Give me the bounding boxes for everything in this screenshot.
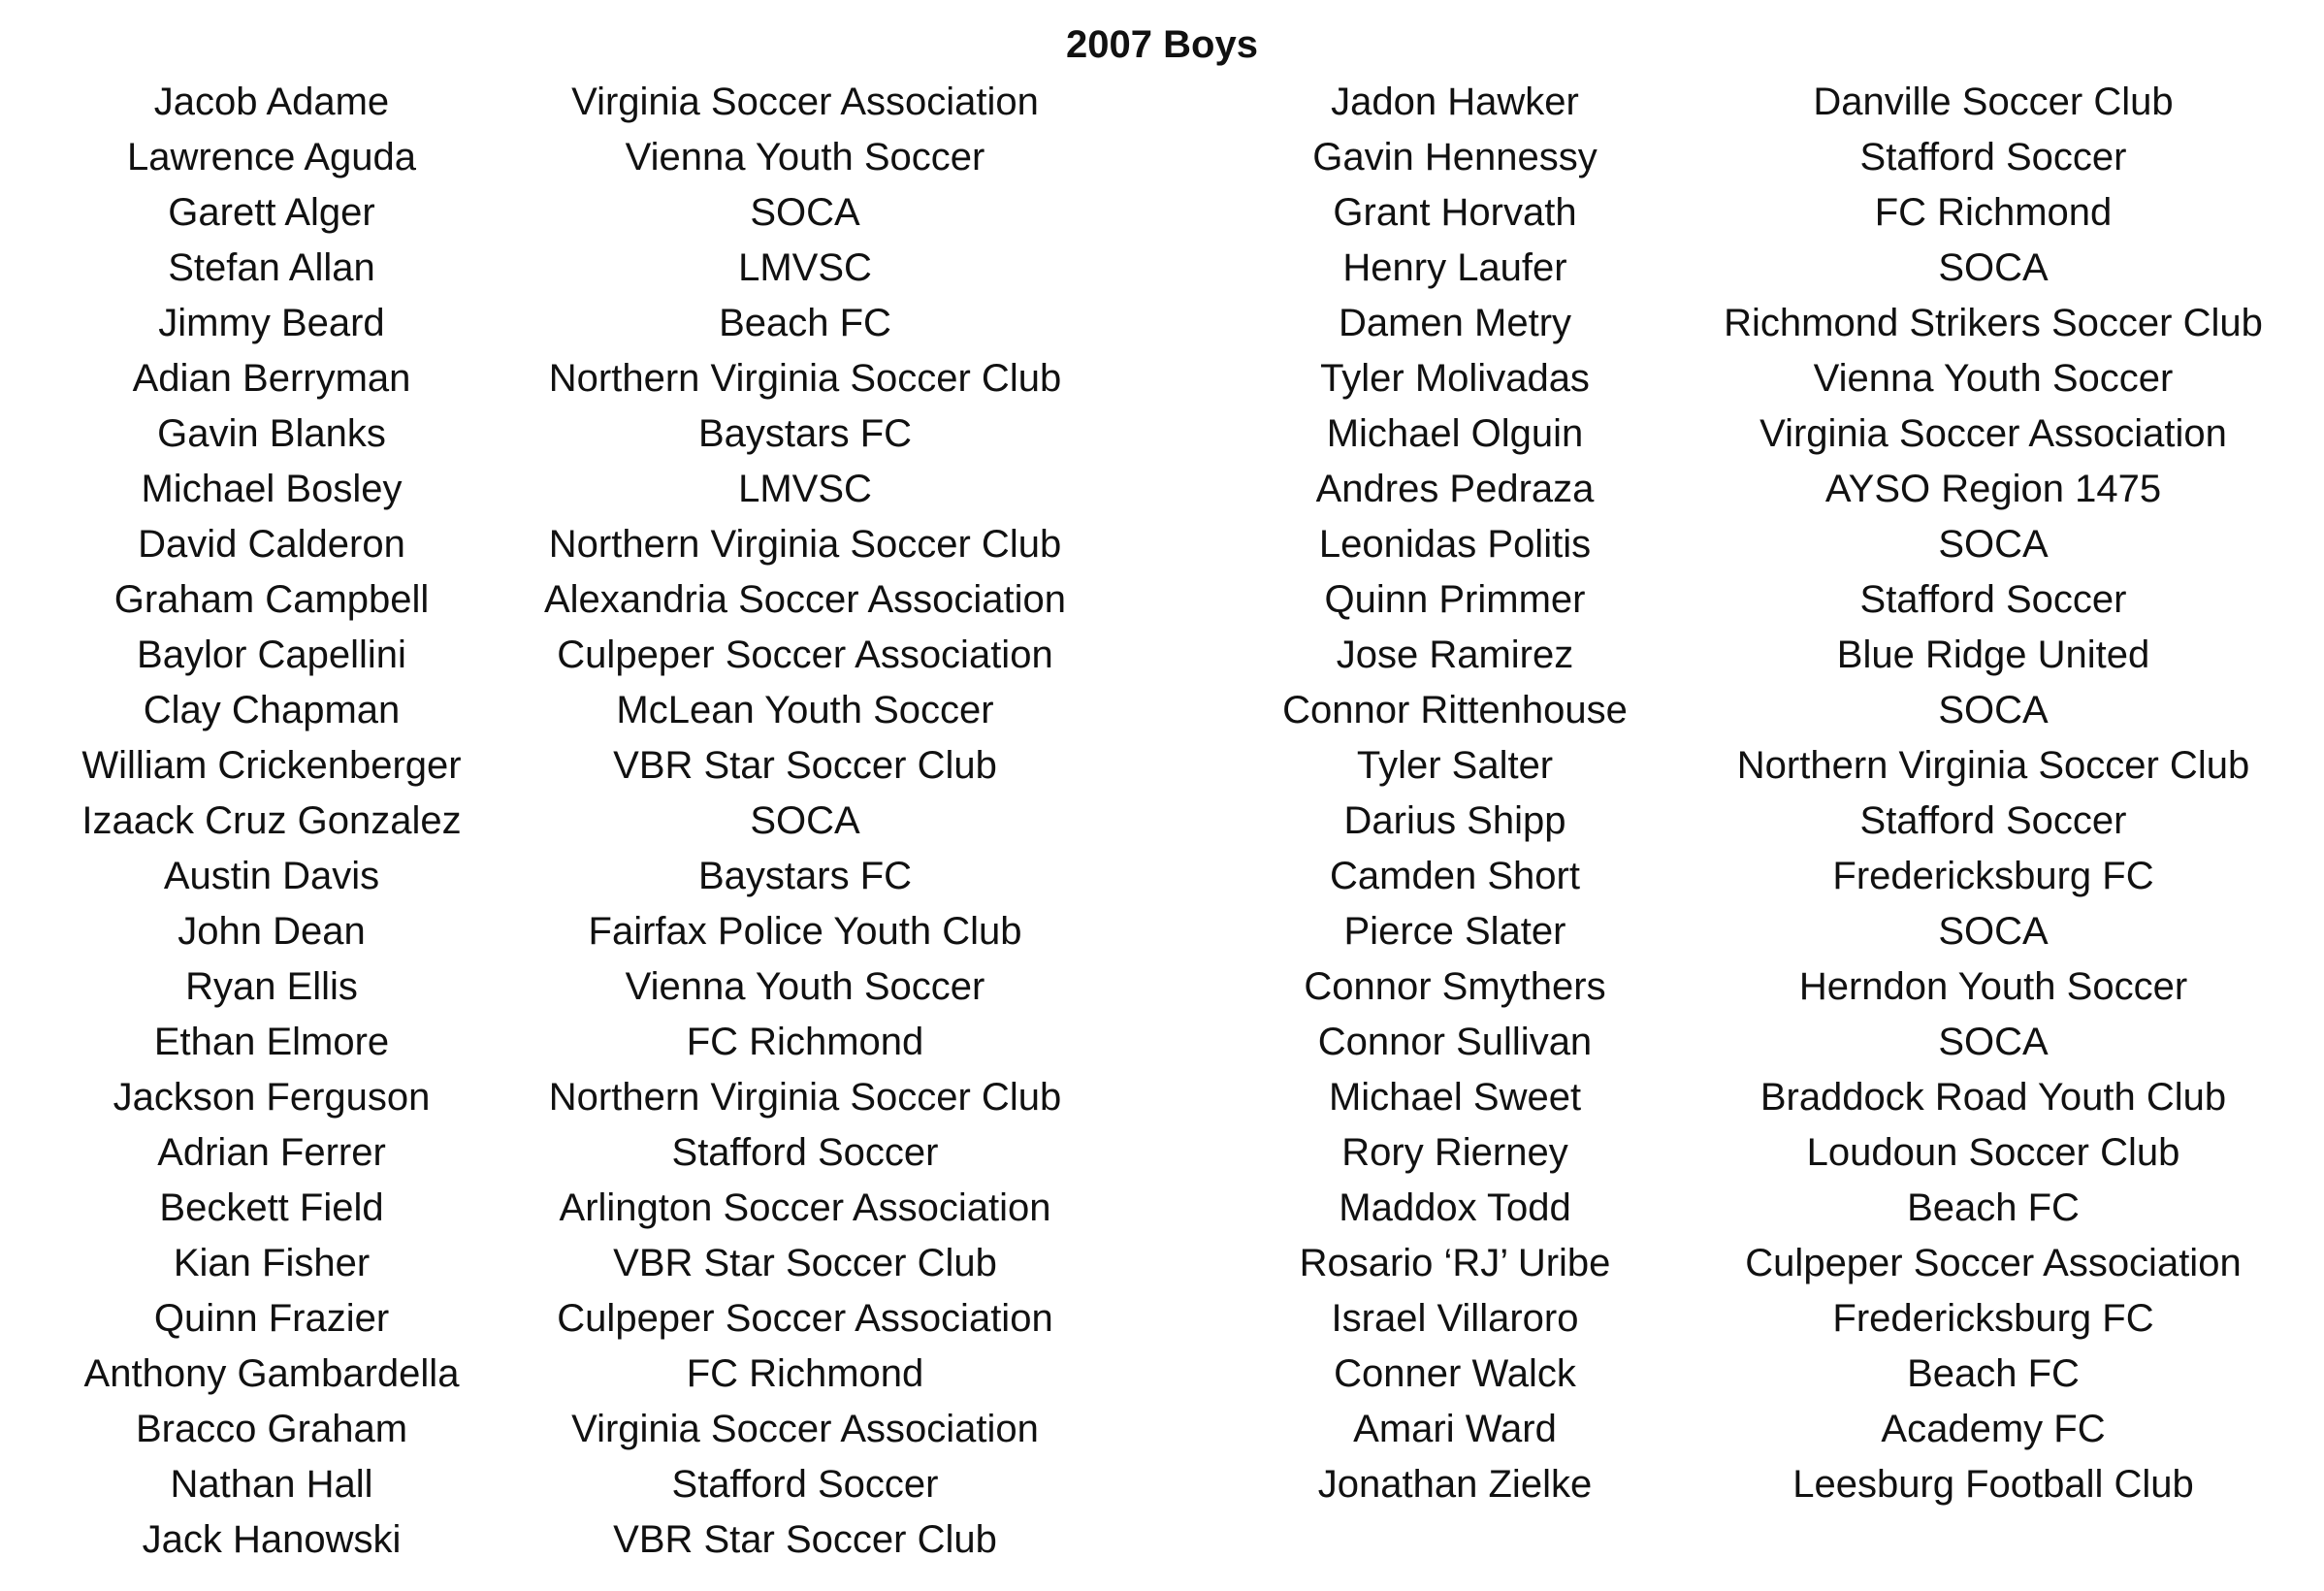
club-name: SOCA [1938, 910, 2049, 953]
club-name: Arlington Soccer Association [559, 1186, 1051, 1229]
player-name: Lawrence Aguda [126, 136, 416, 179]
club-name: SOCA [1938, 523, 2049, 566]
player-name: Jackson Ferguson [113, 1076, 431, 1119]
club-name: SOCA [1938, 1021, 2049, 1063]
player-name: Graham Campbell [113, 578, 430, 621]
club-name: SOCA [750, 191, 860, 234]
club-name: Danville Soccer Club [1813, 81, 2174, 123]
player-name: Bracco Graham [135, 1408, 408, 1450]
player-name: Jimmy Beard [158, 302, 385, 344]
player-name: Michael Bosley [141, 468, 403, 510]
player-name: Amari Ward [1353, 1408, 1557, 1450]
player-name: Izaack Cruz Gonzalez [81, 799, 462, 842]
left-club-column [514, 75, 1096, 1568]
player-name: Connor Smythers [1304, 965, 1606, 1008]
player-name: Jack Hanowski [142, 1518, 402, 1561]
club-name: Stafford Soccer [1859, 136, 2127, 179]
club-name: McLean Youth Soccer [616, 689, 994, 731]
player-name: Nathan Hall [170, 1463, 373, 1506]
player-name: Camden Short [1330, 855, 1580, 897]
club-name: Culpeper Soccer Association [557, 633, 1053, 676]
player-name: Ryan Ellis [185, 965, 358, 1008]
club-name: FC Richmond [1874, 191, 2113, 234]
club-name: Leesburg Football Club [1792, 1463, 2194, 1506]
club-name: Vienna Youth Soccer [1813, 357, 2174, 400]
club-name: VBR Star Soccer Club [613, 1242, 997, 1284]
club-name: VBR Star Soccer Club [613, 1518, 997, 1561]
player-name: Conner Walck [1334, 1352, 1576, 1395]
club-name: Baystars FC [697, 855, 913, 897]
club-name: Braddock Road Youth Club [1759, 1076, 2227, 1119]
club-name: FC Richmond [686, 1352, 924, 1395]
player-name: Jose Ramirez [1336, 633, 1574, 676]
player-name: Beckett Field [159, 1186, 384, 1229]
player-name: Anthony Gambardella [83, 1352, 460, 1395]
club-name: Richmond Strikers Soccer Club [1724, 302, 2263, 344]
player-name: Rosario ‘RJ’ Uribe [1299, 1242, 1611, 1284]
club-name: Alexandria Soccer Association [543, 578, 1067, 621]
club-name: Northern Virginia Soccer Club [548, 523, 1062, 566]
player-name: Rory Rierney [1341, 1131, 1568, 1174]
player-name: Damen Metry [1338, 302, 1572, 344]
club-name: Fredericksburg FC [1832, 1297, 2154, 1340]
player-name: Tyler Molivadas [1320, 357, 1590, 400]
club-name: Loudoun Soccer Club [1806, 1131, 2180, 1174]
player-name: Garett Alger [168, 191, 375, 234]
club-name: Virginia Soccer Association [571, 81, 1039, 123]
player-name: Ethan Elmore [153, 1021, 390, 1063]
club-name: Academy FC [1881, 1408, 2106, 1450]
player-name: Gavin Hennessy [1312, 136, 1598, 179]
player-name: Andres Pedraza [1315, 468, 1595, 510]
club-name: Culpeper Soccer Association [557, 1297, 1053, 1340]
club-name: SOCA [1938, 246, 2049, 289]
player-name: Gavin Blanks [157, 412, 386, 455]
club-name: Herndon Youth Soccer [1798, 965, 2188, 1008]
club-name: Vienna Youth Soccer [625, 136, 985, 179]
player-name: Tyler Salter [1356, 744, 1554, 787]
player-name: Jacob Adame [153, 81, 390, 123]
player-name: Pierce Slater [1343, 910, 1566, 953]
club-name: Baystars FC [697, 412, 913, 455]
right-player-column [1242, 75, 1668, 1512]
player-name: Connor Rittenhouse [1282, 689, 1628, 731]
player-name: Austin Davis [163, 855, 380, 897]
player-name: Stefan Allan [168, 246, 375, 289]
club-name: Stafford Soccer [671, 1463, 939, 1506]
player-name: Baylor Capellini [137, 633, 406, 676]
player-name: Maddox Todd [1339, 1186, 1571, 1229]
left-player-column [29, 75, 514, 1568]
club-name: Fredericksburg FC [1832, 855, 2154, 897]
club-name: SOCA [750, 799, 860, 842]
player-name: Leonidas Politis [1318, 523, 1592, 566]
player-name: Darius Shipp [1343, 799, 1566, 842]
player-name: Jadon Hawker [1331, 81, 1579, 123]
player-name: Quinn Frazier [153, 1297, 390, 1340]
player-name: Kian Fisher [173, 1242, 371, 1284]
club-name: Beach FC [1907, 1186, 2080, 1229]
player-name: Jonathan Zielke [1317, 1463, 1593, 1506]
club-name: Stafford Soccer [1859, 578, 2127, 621]
player-name: Quinn Primmer [1324, 578, 1586, 621]
player-name: William Crickenberger [81, 744, 462, 787]
player-name: Henry Laufer [1342, 246, 1567, 289]
club-name: VBR Star Soccer Club [613, 744, 997, 787]
player-name: David Calderon [138, 523, 405, 566]
club-name: Beach FC [719, 302, 891, 344]
club-name: SOCA [1938, 689, 2049, 731]
club-name: LMVSC [738, 468, 872, 510]
club-name: Virginia Soccer Association [571, 1408, 1039, 1450]
player-name: Israel Villaroro [1331, 1297, 1579, 1340]
club-name: Vienna Youth Soccer [625, 965, 985, 1008]
player-name: Grant Horvath [1333, 191, 1577, 234]
club-name: Blue Ridge United [1836, 633, 2150, 676]
player-name: Connor Sullivan [1317, 1021, 1593, 1063]
player-name: John Dean [178, 910, 366, 953]
player-name: Clay Chapman [143, 689, 401, 731]
club-name: AYSO Region 1475 [1824, 468, 2162, 510]
player-name: Adrian Ferrer [157, 1131, 386, 1174]
club-name: Stafford Soccer [1859, 799, 2127, 842]
club-name: LMVSC [738, 246, 872, 289]
club-name: Stafford Soccer [671, 1131, 939, 1174]
page-title: 2007 Boys [1066, 23, 1258, 66]
club-name: FC Richmond [686, 1021, 924, 1063]
right-club-column [1683, 75, 2304, 1512]
club-name: Northern Virginia Soccer Club [548, 1076, 1062, 1119]
club-name: Beach FC [1907, 1352, 2080, 1395]
player-name: Adian Berryman [132, 357, 411, 400]
player-name: Michael Sweet [1328, 1076, 1582, 1119]
club-name: Northern Virginia Soccer Club [548, 357, 1062, 400]
player-name: Michael Olguin [1326, 412, 1584, 455]
club-name: Culpeper Soccer Association [1745, 1242, 2242, 1284]
club-name: Fairfax Police Youth Club [588, 910, 1022, 953]
club-name: Northern Virginia Soccer Club [1736, 744, 2250, 787]
club-name: Virginia Soccer Association [1759, 412, 2227, 455]
